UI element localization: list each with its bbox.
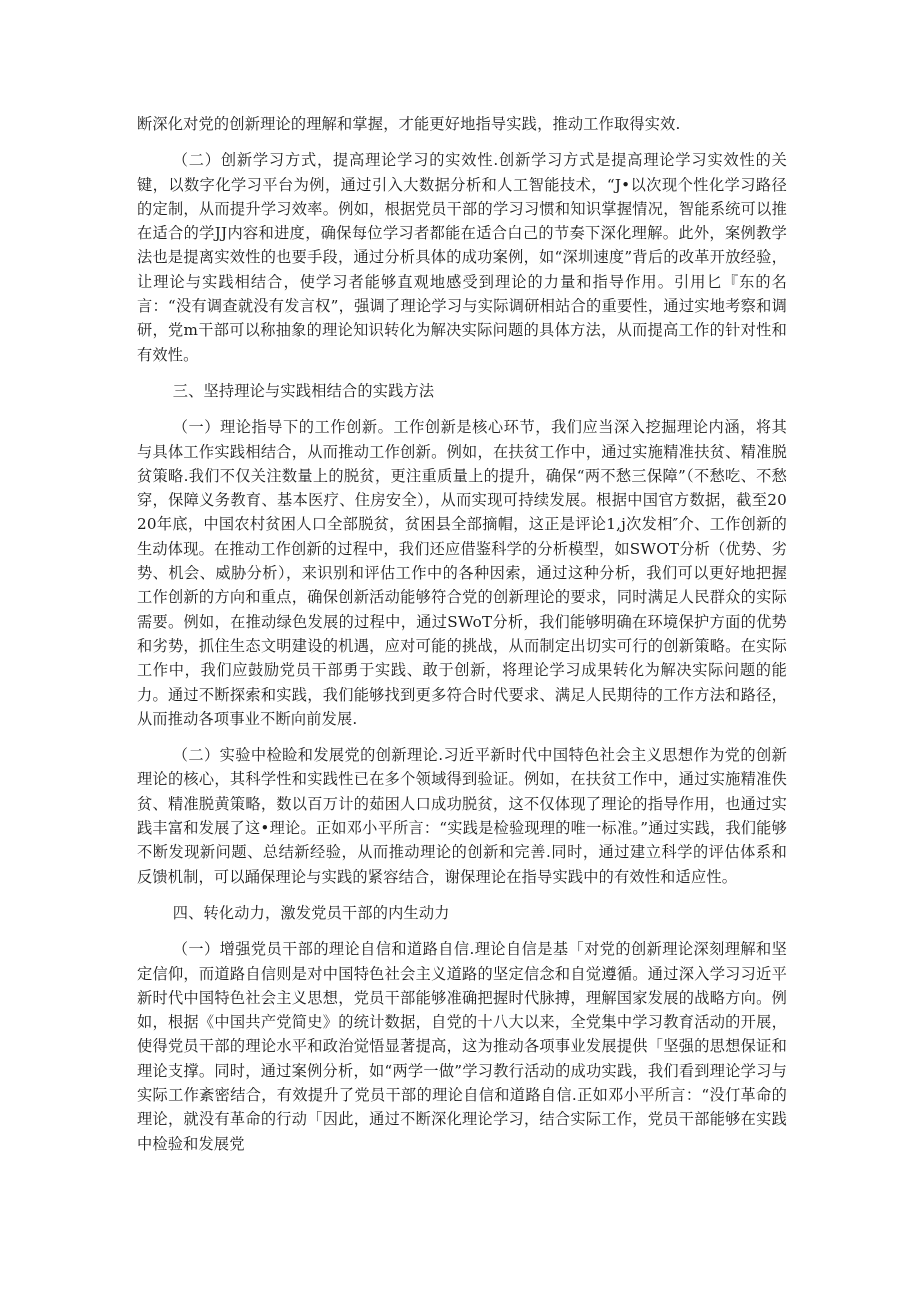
paragraph-gap	[137, 731, 787, 743]
document-page	[137, 112, 787, 1156]
paragraph-gap	[137, 403, 787, 415]
section-heading-4: 四、转化动力，激发党员干部的内生动力	[172, 903, 450, 922]
paragraph-test-theory: （二）实验中检睑和发展党的创新理论.习近平新时代中国特色社会主义思想作为党的创新理论的核心，其科学性和实践性已在多个领域得到验证。例如，在扶贫工作中，通过实施精准佚贫、精准脱黄策略，数以百万计的茹困人口成功脱贫，这不仅体现了理论的指导作用，也通过实践丰富和发展了这•理论。正如邓小平所言：“实践是检验现理的唯一标准。”通过实践，我们能够不断发现新问题、总结新经验，从而推动理论的创新和完善.同时，通过建立科学的评估体系和反馈机制，可以踊保理论与实践的紧容结合，谢保理论在指导实践中的有效性和适应性。	[137, 746, 787, 886]
paragraph-gap	[137, 136, 787, 148]
paragraph-innovative-learning: （二）创新学习方式，提高理论学习的实效性.创新学习方式是提高理论学习实效性的关键，以数字化学习平台为例，通过引入大数据分析和人工智能技术，“J•以次现个性化学习路径的定制，从而提升学习效率。例如，根据党员干部的学习习惯和知识掌握情况，智能系统可以推在适合的学JJ内容和进度，确保每位学习者都能在适合白己的节奏下深化理解。此外，案例教学法也是提离实效性的也要手段，通过分析具体的成功案例，如“深圳速度”背后的改革开放经验，让理论与实践相结合，使学习者能够直观地感受到理论的力量和指导作用。引用匕『东的名言：“没有调查就没有发言权”，强调了理论学习与实际调研相站合的重要性，通过实地考察和调研，党m干部可以称抽象的理论知识转化为解决实际问题的具体方法，从而提高工作的针对性和有效性。	[137, 151, 787, 364]
paragraph-continuation: 断深化对党的创新理论的理解和掌握，才能更好地指导实践，推动工作取得实效.	[137, 115, 681, 133]
section-heading-3: 三、坚持理论与实践相结合的实践方法	[172, 381, 435, 400]
paragraph-gap	[137, 889, 787, 901]
paragraph-confidence: （一）增强党员干部的理论自信和道路自信.理论自信是基「对党的创新理论深刻理解和坚定信仰，而道路自信则是对中国特色社会主义道路的坚定信念和自觉遵循。通过深入学习习近平新时代中国特色社会主义思想，党员干部能够准确把握时代脉搏，理解国家发展的战略方向。例如，根据《中国共产党简史》的统计数据，自党的十八大以来，全党集中学习教育活动的开展，使得党员干部的理论水平和政治觉悟显著提高，这为推动各项事业发展提供「坚强的思想保证和理论支撑。同时，通过案例分析，如“两学一做”学习教行活动的成功实践，我们看到理论学习与实际工作紊密结合，有效提升了党员干部的理论自信和道路自信.正如邓小平所言：“没仃革命的理论，就没有革命的行动「因此，通过不断深化理论学习，结合实际工作，党员干部能够在实践中检验和发展党	[137, 940, 787, 1153]
paragraph-work-innovation: （一）理论指导下的工作创新。工作创新是核心环节，我们应当深入挖掘理论内涵，将其与具体工作实践相结合，从而推动工作创新。例如，在扶贫工作中，通过实施精准扶贫、精准脱贫策略.我们不仅关注数量上的脱贫，更注重质量上的提升，确保“两不愁三保障”（不愁吃、不愁穿，保障义务教育、基本医疗、住房安全），从而实现可持续发展。根据中国官方数据，截至2020年底，中国农村贫困人口全部脱贫，贫困县全部摘帽，这正是评论1,j次发相″介、工作创新的生动体现。在推动工作创新的过程中，我们还应借鉴科学的分析模型，如SWOT分析（优势、劣势、机会、威胁分析），来识别和评估工作中的各种因索，通过这种分析，我们可以更好地把握工作创新的方向和重点，确保创新活动能够符合党的创新理论的要求，同时满足人民群众的实际需要。例如，在推动绿色发展的过程中，通过SWoT分析，我们能够明确在环境保护方面的优势和劣势，抓住生态文明建设的机遇，应对可能的挑战，从而制定出切实可行的创新策略。在实际工作中，我们应鼓励党员干部勇于实践、敢于创新，将理论学习成果转化为解决实际问题的能力。通过不断探索和实践，我们能够找到更多符合时代要求、满足人民期待的工作方法和路径，从而推动各项事业不断向前发展.	[137, 418, 787, 728]
paragraph-gap	[137, 367, 787, 379]
paragraph-gap	[137, 925, 787, 937]
